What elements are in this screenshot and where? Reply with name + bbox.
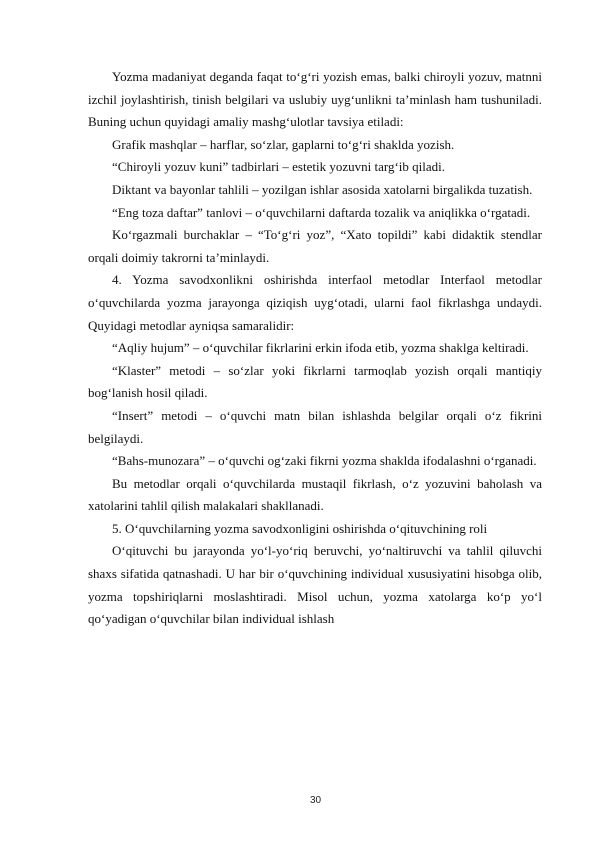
paragraph-metodlar-natijasi: Bu metodlar orqali o‘quvchilarda mustaqil fikrlash, o‘z yozuvini baholash va xatolarini tahlil qilish malakalari shakllanadi. (88, 475, 542, 514)
paragraph-chiroyli-yozuv-kuni: “Chiroyli yozuv kuni” tadbirlari – estetik yozuvni targ‘ib qiladi. (112, 159, 445, 175)
body-text (88, 66, 542, 631)
paragraph-aqliy-hujum: “Aqliy hujum” – o‘quvchilar fikrlarini erkin ifoda etib, yozma shaklga keltiradi. (112, 340, 529, 356)
section-heading-oqituvchi-roli: 5. O‘quvchilarning yozma savodxonligini oshirishda o‘qituvchining roli (112, 520, 488, 536)
page-number: 30 (309, 795, 322, 806)
paragraph-oqituvchi: O‘qituvchi bu jarayonda yo‘l-yo‘riq beruvchi, yo‘naltiruvchi va tahlil qiluvchi shaxs sifatida qatnashadi. U har bir o‘quvchining individual xususiyatini hisobga olib, yozma topshiriqlarni moslashtiradi. Misol uchun, yozma xatolarga ko‘p yo‘l qo‘yadigan o‘quvchilar bilan individual ishlash (88, 543, 542, 627)
paragraph-korgazmali-burchaklar: Ko‘rgazmali burchaklar – “To‘g‘ri yoz”, “Xato topildi” kabi didaktik stendlar orqali doimiy takrorni ta’minlaydi. (88, 227, 542, 265)
paragraph-bahs-munozara: “Bahs-munozara” – o‘quvchi og‘zaki fikrni yozma shaklda ifodalashni o‘rganadi. (112, 453, 537, 469)
paragraph-interfaol-metodlar: 4. Yozma savodxonlikni oshirishda interfaol metodlar Interfaol metodlar o‘quvchilarda yozma jarayonga qiziqish uyg‘otadi, ularni faol fikrlashga undaydi. Quyidagi metodlar ayniqsa samaralidir: (88, 272, 542, 333)
paragraph-insert: “Insert” metodi – o‘quvchi matn bilan ishlashda belgilar orqali o‘z fikrini belgilaydi. (88, 407, 542, 446)
paragraph-yozma-madaniyat: Yozma madaniyat deganda faqat to‘g‘ri yozish emas, balki chiroyli yozuv, matnni izchil joylashtirish, tinish belgilari va uslubiy uyg‘unlikni ta’minlash ham tushuniladi. Buning uchun quyidagi amaliy mashg‘ulotlar tavsiya etiladi: (88, 69, 542, 130)
paragraph-diktant-tahlili: Diktant va bayonlar tahlili – yozilgan ishlar asosida xatolarni birgalikda tuzatish. (112, 181, 533, 197)
paragraph-klaster: “Klaster” metodi – so‘zlar yoki fikrlarni tarmoqlab yozish orqali mantiqiy bog‘lanish hosil qiladi. (88, 362, 542, 401)
paragraph-grafik-mashqlar: Grafik mashqlar – harflar, so‘zlar, gaplarni to‘g‘ri shaklda yozish. (112, 136, 455, 152)
paragraph-eng-toza-daftar: “Eng toza daftar” tanlovi – o‘quvchilarni daftarda tozalik va aniqlikka o‘rgatadi. (112, 204, 531, 220)
